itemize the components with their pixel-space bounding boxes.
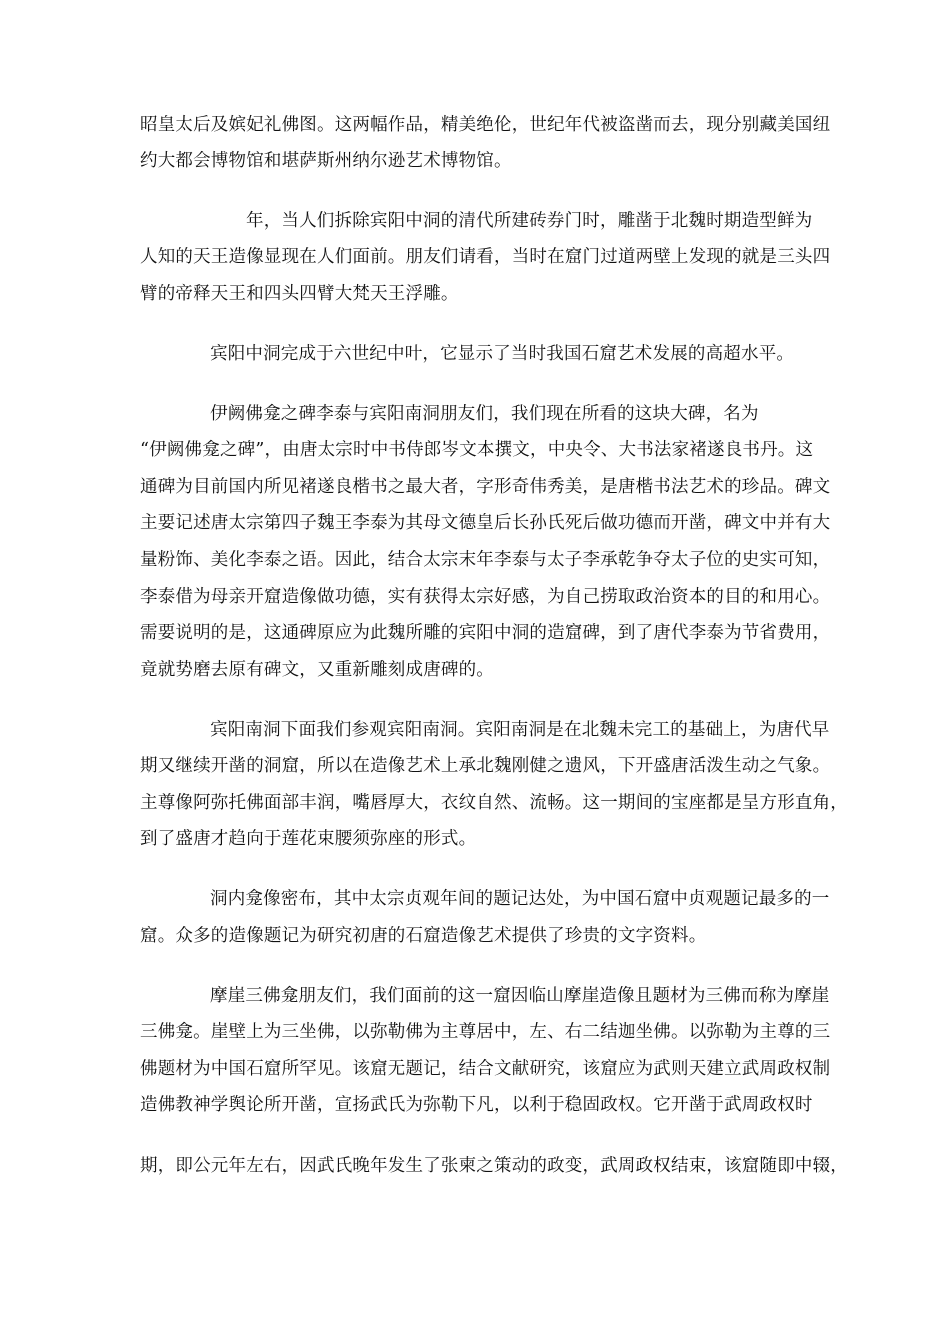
text-line: 期，即公元年左右，因武氏晚年发生了张柬之策动的政变，武周政权结束，该窟随即中辍， xyxy=(140,1156,848,1176)
text-line: 到了盛唐才趋向于莲花束腰须弥座的形式。 xyxy=(140,829,477,849)
text-line: 昭皇太后及嫔妃礼佛图。这两幅作品，精美绝伦，世纪年代被盗凿而去，现分别藏美国纽 xyxy=(140,115,831,135)
text-line: 佛题材为中国石窟所罕见。该窟无题记，结合文献研究，该窟应为武则天建立武周政权制 xyxy=(140,1059,831,1079)
text-line: 量粉饰、美化李泰之语。因此，结合太宗末年李泰与太子李承乾争夺太子位的史实可知， xyxy=(140,550,831,570)
text-line: “伊阙佛龛之碑”，由唐太宗时中书侍郎岑文本撰文，中央令、大书法家褚遂良书丹。这 xyxy=(140,440,814,460)
text-line: 洞内龛像密布，其中太宗贞观年间的题记达处，为中国石窟中贞观题记最多的一 xyxy=(210,889,830,909)
text-line: 主尊像阿弥托佛面部丰润，嘴唇厚大，衣纹自然、流畅。这一期间的宝座都是呈方形直角， xyxy=(140,793,848,813)
text-line: 通碑为目前国内所见褚遂良楷书之最大者，字形奇伟秀美，是唐楷书法艺术的珍品。碑文 xyxy=(140,477,831,497)
text-line: 宾阳中洞完成于六世纪中叶，它显示了当时我国石窟艺术发展的高超水平。 xyxy=(210,344,795,364)
text-line: 臂的帝释天王和四头四臂大梵天王浮雕。 xyxy=(140,284,459,304)
text-line: 竟就势磨去原有碑文，又重新雕刻成唐碑的。 xyxy=(140,660,494,680)
text-line: 窟。众多的造像题记为研究初唐的石窟造像艺术提供了珍贵的文字资料。 xyxy=(140,926,707,946)
text-line: 伊阙佛龛之碑李泰与宾阳南洞朋友们，我们现在所看的这块大碑，名为 xyxy=(210,404,759,424)
text-line: 约大都会博物馆和堪萨斯州纳尔逊艺术博物馆。 xyxy=(140,151,512,171)
text-line: 宾阳南洞下面我们参观宾阳南洞。宾阳南洞是在北魏未完工的基础上，为唐代早 xyxy=(210,720,830,740)
text-line: 需要说明的是，这通碑原应为此魏所雕的宾阳中洞的造窟碑，到了唐代李泰为节省费用， xyxy=(140,623,831,643)
text-line: 期又继续开凿的洞窟，所以在造像艺术上承北魏刚健之遗风，下开盛唐活泼生动之气象。 xyxy=(140,756,831,776)
text-line: 摩崖三佛龛朋友们，我们面前的这一窟因临山摩崖造像且题材为三佛而称为摩崖 xyxy=(210,986,830,1006)
text-line: 李泰借为母亲开窟造像做功德，实有获得太宗好感，为自己捞取政治资本的目的和用心。 xyxy=(140,587,831,607)
text-line: 年，当人们拆除宾阳中洞的清代所建砖券门时，雕凿于北魏时期造型鲜为 xyxy=(246,211,813,231)
text-line: 三佛龛。崖壁上为三坐佛，以弥勒佛为主尊居中，左、右二结迦坐佛。以弥勒为主尊的三 xyxy=(140,1022,831,1042)
text-line: 主要记述唐太宗第四子魏王李泰为其母文德皇后长孙氏死后做功德而开凿，碑文中并有大 xyxy=(140,513,831,533)
text-line: 人知的天王造像显现在人们面前。朋友们请看，当时在窟门过道两壁上发现的就是三头四 xyxy=(140,247,831,267)
text-line: 造佛教神学舆论所开凿，宣扬武氏为弥勒下凡，以利于稳固政权。它开凿于武周政权时 xyxy=(140,1095,813,1115)
